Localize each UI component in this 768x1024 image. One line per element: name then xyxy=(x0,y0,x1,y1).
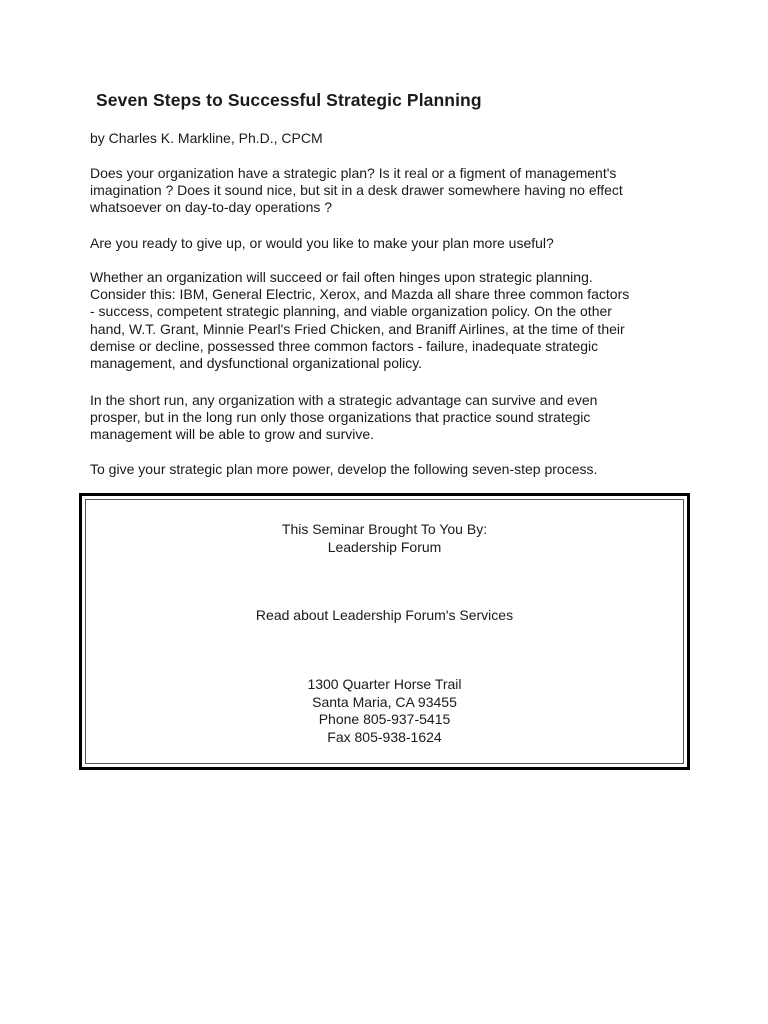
paragraph-intro xyxy=(90,165,690,217)
paragraph-line: To give your strategic plan more power, develop the following seven-step process. xyxy=(90,461,598,477)
author-byline: by Charles K. Markline, Ph.D., CPCM xyxy=(90,130,323,146)
sponsor-heading-block xyxy=(86,521,683,556)
services-link[interactable]: Read about Leadership Forum's Services xyxy=(255,607,514,623)
paragraph-line: imagination ? Does it sound nice, but sit in a desk drawer somewhere having no effect xyxy=(90,182,623,199)
page-title: Seven Steps to Successful Strategic Planning xyxy=(96,90,482,110)
paragraph-line: management will be able to grow and survive. xyxy=(90,426,375,443)
sponsor-box-inner xyxy=(85,499,684,764)
paragraph-line: management, and dysfunctional organizational policy. xyxy=(90,355,423,372)
paragraph-line: demise or decline, possessed three common factors - failure, inadequate strategic xyxy=(90,337,599,354)
paragraph-line: Are you ready to give up, or would you like to make your plan more useful? xyxy=(90,235,554,251)
paragraph-line: Does your organization have a strategic plan? Is it real or a figment of management's xyxy=(90,165,617,181)
paragraph-process-intro xyxy=(90,461,690,478)
paragraph-line: hand, W.T. Grant, Minnie Pearl's Fried Chicken, and Braniff Airlines, at the time of their xyxy=(90,320,625,337)
sponsor-box xyxy=(79,493,690,770)
address-city: Santa Maria, CA 93455 xyxy=(312,693,457,710)
services-block xyxy=(86,607,683,625)
paragraph-line: - success, competent strategic planning, and viable organization policy. On the other xyxy=(90,303,612,320)
sponsor-org-name: Leadership Forum xyxy=(327,538,442,555)
paragraph-question xyxy=(90,235,690,252)
address-street: 1300 Quarter Horse Trail xyxy=(307,676,462,692)
paragraph-line: prosper, but in the long run only those organizations that practice sound strategic xyxy=(90,409,591,426)
paragraph-line: Whether an organization will succeed or fail often hinges upon strategic planning. xyxy=(90,269,593,285)
phone-number: Phone 805-937-5415 xyxy=(318,711,451,727)
contact-block xyxy=(86,676,683,746)
paragraph-line: In the short run, any organization with a strategic advantage can survive and even xyxy=(90,392,598,408)
sponsor-heading: This Seminar Brought To You By: xyxy=(281,521,488,537)
paragraph-line: Consider this: IBM, General Electric, Xerox, and Mazda all share three common factors xyxy=(90,286,630,303)
paragraph-short-run xyxy=(90,392,690,444)
paragraph-examples xyxy=(90,269,690,372)
fax-number: Fax 805-938-1624 xyxy=(327,728,442,745)
paragraph-line: whatsoever on day-to-day operations ? xyxy=(90,199,333,216)
